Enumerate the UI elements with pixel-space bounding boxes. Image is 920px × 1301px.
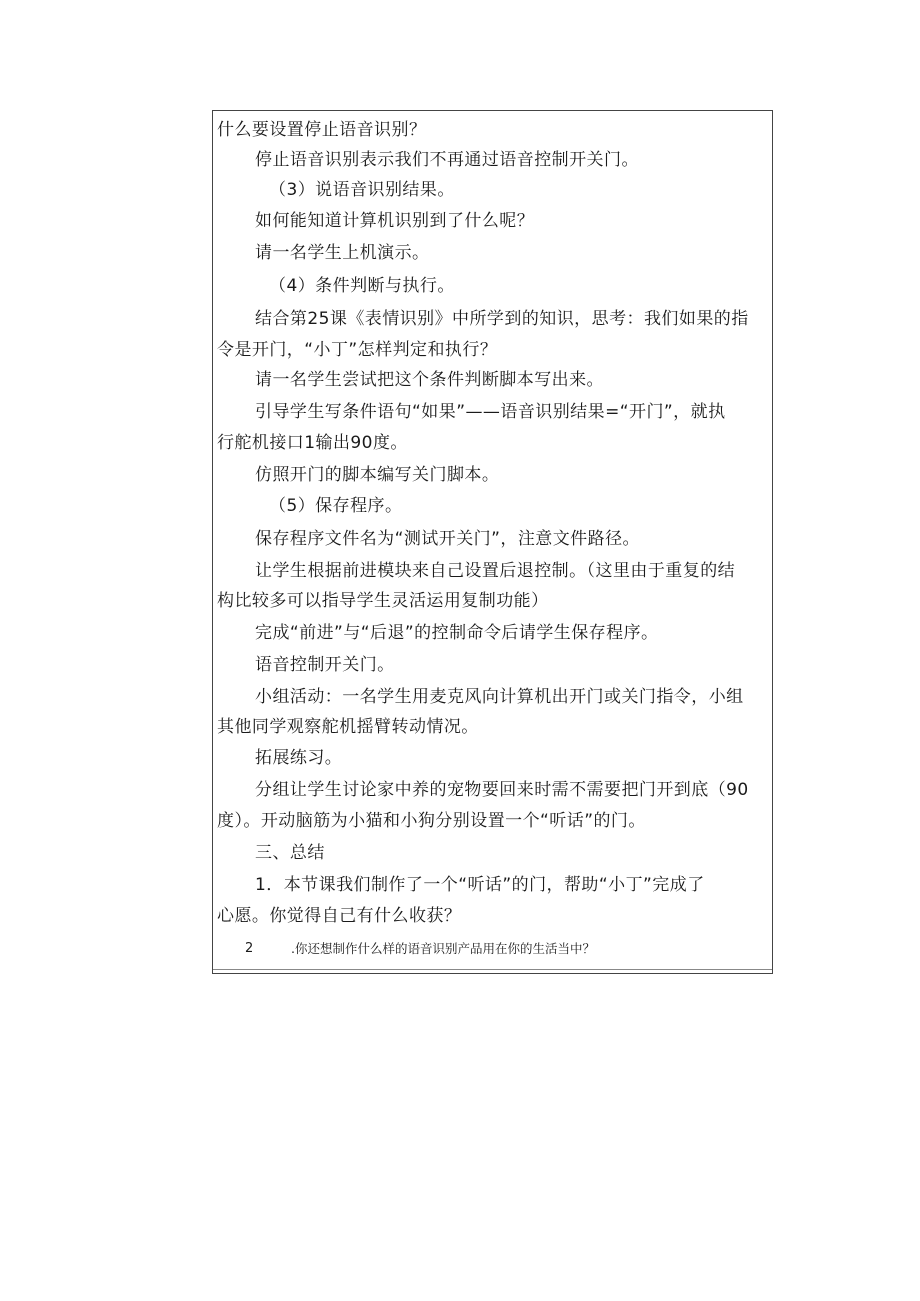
text-line: （3）说语音识别结果。 bbox=[269, 180, 455, 200]
text-line: 度）。开动脑筋为小猫和小狗分别设置一个“听话”的门。 bbox=[217, 811, 646, 831]
text-line: 如何能知道计算机识别到了什么呢？ bbox=[255, 211, 535, 231]
text-line: 1．本节课我们制作了一个“听话”的门，帮助“小丁”完成了 bbox=[255, 875, 705, 895]
text-line: 小组活动：一名学生用麦克风向计算机出开门或关门指令，小组 bbox=[255, 687, 744, 707]
text-line: 让学生根据前进模块来自己设置后退控制。（这里由于重复的结 bbox=[255, 561, 736, 581]
text-line: 引导学生写条件语句“如果”——语音识别结果=“开门”，就执 bbox=[255, 402, 726, 422]
text-line: 请一名学生尝试把这个条件判断脚本写出来。 bbox=[255, 370, 604, 390]
text-line: （5）保存程序。 bbox=[269, 496, 403, 516]
text-line: 保存程序文件名为“测试开关门”，注意文件路径。 bbox=[255, 529, 640, 549]
list-number: 2 bbox=[245, 941, 254, 956]
text-line: 分组让学生讨论家中养的宠物要回来时需不需要把门开到底（90 bbox=[255, 780, 749, 800]
text-line: 什么要设置停止语音识别？ bbox=[217, 120, 427, 140]
section-heading: 三、总结 bbox=[255, 843, 325, 863]
text-line: .你还想制作什么样的语音识别产品用在你的生活当中？ bbox=[291, 941, 595, 956]
text-line: 令是开门，“小丁”怎样判定和执行？ bbox=[217, 340, 498, 360]
lesson-plan-table-cell bbox=[212, 110, 773, 974]
text-line: 拓展练习。 bbox=[255, 748, 343, 768]
text-line: 其他同学观察舵机摇臂转动情况。 bbox=[217, 717, 479, 737]
text-line: 构比较多可以指导学生灵活运用复制功能） bbox=[217, 591, 549, 611]
text-line: 心愿。你觉得自己有什么收获？ bbox=[217, 906, 462, 926]
text-line: 语音控制开关门。 bbox=[255, 655, 395, 675]
text-line: 结合第25课《表情识别》中所学到的知识，思考：我们如果的指 bbox=[255, 309, 749, 329]
text-line: （4）条件判断与执行。 bbox=[269, 276, 455, 296]
text-line: 停止语音识别表示我们不再通过语音控制开关门。 bbox=[255, 150, 639, 170]
text-line: 仿照开门的脚本编写关门脚本。 bbox=[255, 465, 500, 485]
text-line: 完成“前进”与“后退”的控制命令后请学生保存程序。 bbox=[255, 623, 659, 643]
text-line: 行舵机接口1输出90度。 bbox=[217, 433, 408, 453]
text-line: 请一名学生上机演示。 bbox=[255, 243, 430, 263]
